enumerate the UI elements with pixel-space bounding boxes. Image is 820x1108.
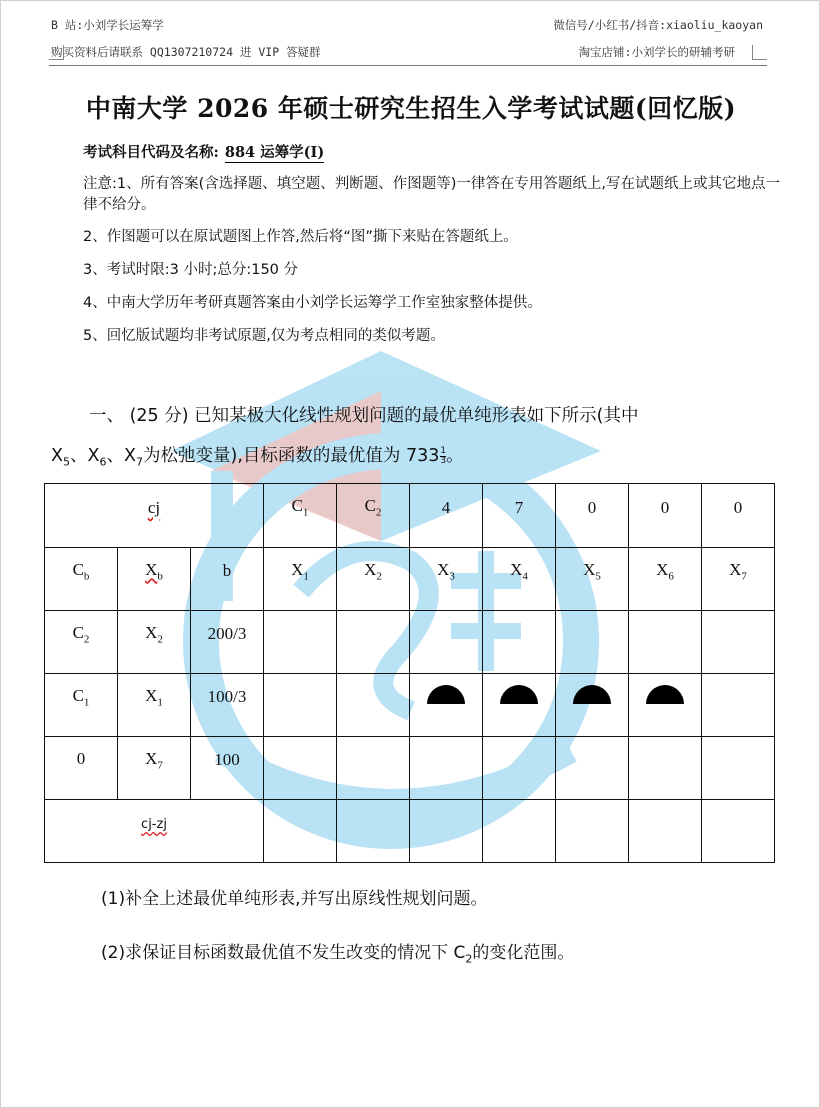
- table-cell: [556, 800, 629, 863]
- header-b: b: [191, 548, 264, 611]
- cj-value-3: 4: [410, 484, 483, 548]
- table-row: [45, 674, 775, 737]
- header-divider: [49, 65, 767, 66]
- table-cell: [264, 737, 337, 800]
- cj-value-1: $C_1$: [264, 484, 337, 548]
- sub-question-2: (2)求保证目标函数最优值不发生改变的情况下 $C_2$的变化范围。: [101, 943, 575, 966]
- table-cell: [337, 737, 410, 800]
- table-cell: [702, 737, 775, 800]
- question-1-number: 一、: [89, 406, 124, 426]
- redaction-mark: [410, 674, 483, 737]
- question-1-text-a: 已知某极大化线性规划问题的最优单纯形表如下所示(其中: [194, 406, 639, 426]
- table-cell: [264, 611, 337, 674]
- subject-value: 884 运筹学(Ⅰ): [224, 144, 325, 161]
- table-cell: [410, 800, 483, 863]
- table-cell: [483, 737, 556, 800]
- var-header-x3: $X_3$: [410, 548, 483, 611]
- table-cell: [410, 611, 483, 674]
- row-3-b: 100: [191, 737, 264, 800]
- redaction-mark: [483, 674, 556, 737]
- row-3-cb: 0: [45, 737, 118, 800]
- table-cell: [629, 737, 702, 800]
- optimal-value-fraction: $\frac{1}{3}$: [440, 445, 447, 466]
- slack-var-x5: $X_5$、$X_6$、$X_7$: [51, 446, 143, 469]
- table-cell: [629, 800, 702, 863]
- note-1: 注意:1、所有答案(含选择题、填空题、判断题、作图题等)一律答在专用答题纸上,写在试题纸上或其它地点一律不给分。: [83, 176, 781, 213]
- header-left-bottom: 购买资料后请联系 QQ1307210724 进 VIP 答疑群: [51, 45, 321, 59]
- header-cb: $C_b$: [45, 548, 118, 611]
- table-cell: [337, 611, 410, 674]
- table-cell: [264, 674, 337, 737]
- table-cell: [264, 800, 337, 863]
- header-xb: $X_b$: [118, 548, 191, 611]
- table-cell: [337, 674, 410, 737]
- header-right-top: 微信号/小红书/抖音:xiaoliu_kaoyan: [553, 18, 763, 32]
- crop-mark-top-right: [752, 45, 767, 60]
- var-header-x4: $X_4$: [483, 548, 556, 611]
- cj-value-5: 0: [556, 484, 629, 548]
- table-cell: [702, 611, 775, 674]
- question-1: [51, 396, 781, 483]
- cj-label-cell: cj: [45, 484, 264, 548]
- table-cell: [337, 800, 410, 863]
- cj-value-2: $C_2$: [337, 484, 410, 548]
- table-cell: [702, 674, 775, 737]
- cjzj-label-cell: cj-zj: [45, 800, 264, 863]
- var-header-x2: $X_2$: [337, 548, 410, 611]
- table-cell: [483, 800, 556, 863]
- question-1-end: 。: [446, 446, 464, 466]
- table-row-cj: [45, 484, 775, 548]
- var-header-x7: $X_7$: [702, 548, 775, 611]
- redaction-mark: [556, 674, 629, 737]
- table-row: [45, 737, 775, 800]
- note-2: 2、作图题可以在原试题图上作答,然后将“图”撕下来贴在答题纸上。: [83, 229, 518, 245]
- row-2-xb: $X_1$: [118, 674, 191, 737]
- cj-value-6: 0: [629, 484, 702, 548]
- table-cell: [483, 611, 556, 674]
- subject-line: [83, 141, 324, 162]
- header-right-bottom: 淘宝店铺:小刘学长的研辅考研: [578, 45, 735, 59]
- sub-question-1: (1)补全上述最优单纯形表,并写出原线性规划问题。: [101, 889, 488, 909]
- subject-label: 考试科目代码及名称:: [83, 144, 219, 161]
- var-header-x1: $X_1$: [264, 548, 337, 611]
- question-1-points: (25 分): [129, 406, 189, 426]
- redaction-mark: [629, 674, 702, 737]
- note-3: 3、考试时限:3 小时;总分:150 分: [83, 262, 298, 278]
- row-3-xb: $X_7$: [118, 737, 191, 800]
- simplex-table: [44, 483, 775, 863]
- var-header-x6: $X_6$: [629, 548, 702, 611]
- note-5: 5、回忆版试题均非考试原题,仅为考点相同的类似考题。: [83, 328, 445, 344]
- table-row-cjzj: [45, 800, 775, 863]
- table-cell: [410, 737, 483, 800]
- row-2-b: 100/3: [191, 674, 264, 737]
- row-1-b: 200/3: [191, 611, 264, 674]
- row-1-xb: $X_2$: [118, 611, 191, 674]
- table-cell: [556, 611, 629, 674]
- var-header-x5: $X_5$: [556, 548, 629, 611]
- header-left-top: B 站:小刘学长运筹学: [51, 18, 164, 32]
- cj-value-7: 0: [702, 484, 775, 548]
- note-4: 4、中南大学历年考研真题答案由小刘学长运筹学工作室独家整体提供。: [83, 295, 542, 311]
- exam-title: 中南大学 2026 年硕士研究生招生入学考试试题(回忆版): [85, 94, 737, 123]
- question-1-text-b: 为松弛变量),目标函数的最优值为 733: [143, 446, 440, 466]
- table-cell: [629, 611, 702, 674]
- table-row-header: [45, 548, 775, 611]
- table-row: [45, 611, 775, 674]
- table-cell: [702, 800, 775, 863]
- row-2-cb: $C_1$: [45, 674, 118, 737]
- table-cell: [556, 737, 629, 800]
- cj-value-4: 7: [483, 484, 556, 548]
- row-1-cb: $C_2$: [45, 611, 118, 674]
